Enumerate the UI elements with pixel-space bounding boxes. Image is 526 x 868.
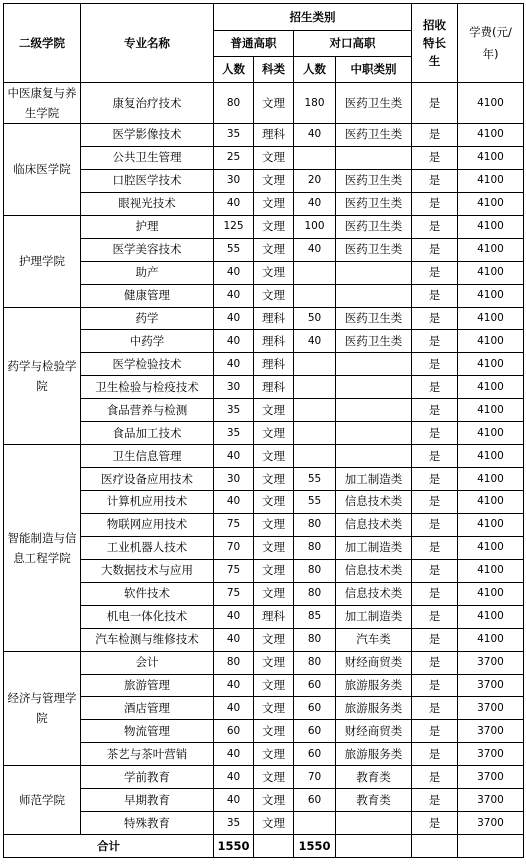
general-subject-cell: 理科	[254, 353, 294, 376]
specialty-cell: 是	[412, 491, 458, 514]
vocational-count-cell: 60	[294, 674, 336, 697]
specialty-cell: 是	[412, 743, 458, 766]
vocational-category-cell	[336, 445, 412, 468]
vocational-count-cell: 180	[294, 83, 336, 124]
major-cell: 卫生信息管理	[81, 445, 214, 468]
vocational-category-cell: 医药卫生类	[336, 83, 412, 124]
vocational-count-cell: 60	[294, 697, 336, 720]
major-cell: 机电一体化技术	[81, 605, 214, 628]
fee-cell: 4100	[458, 238, 524, 261]
specialty-cell: 是	[412, 330, 458, 353]
major-cell: 早期教育	[81, 789, 214, 812]
vocational-category-cell	[336, 353, 412, 376]
table-row	[4, 238, 524, 261]
major-cell: 卫生检验与检疫技术	[81, 376, 214, 399]
header-enroll-type: 招生类别	[214, 4, 412, 31]
header-specialty-text: 招收特长生	[423, 18, 446, 68]
specialty-cell: 是	[412, 307, 458, 330]
general-count-cell: 40	[214, 697, 254, 720]
vocational-category-cell: 医药卫生类	[336, 238, 412, 261]
table-row	[4, 284, 524, 307]
vocational-count-cell: 80	[294, 582, 336, 605]
vocational-category-cell: 加工制造类	[336, 605, 412, 628]
major-cell: 康复治疗技术	[81, 83, 214, 124]
general-count-cell: 35	[214, 399, 254, 422]
general-subject-cell: 文理	[254, 491, 294, 514]
specialty-cell: 是	[412, 445, 458, 468]
vocational-category-cell	[336, 422, 412, 445]
vocational-count-cell: 100	[294, 215, 336, 238]
fee-cell: 4100	[458, 284, 524, 307]
vocational-count-cell: 20	[294, 169, 336, 192]
table-row	[4, 559, 524, 582]
major-cell: 护理	[81, 215, 214, 238]
vocational-count-cell: 60	[294, 720, 336, 743]
table-row	[4, 605, 524, 628]
fee-cell: 4100	[458, 124, 524, 147]
general-count-cell: 40	[214, 789, 254, 812]
general-subject-cell: 文理	[254, 83, 294, 124]
general-count-cell: 40	[214, 330, 254, 353]
fee-cell: 4100	[458, 559, 524, 582]
header-major: 专业名称	[81, 4, 214, 83]
major-cell: 医学影像技术	[81, 124, 214, 147]
vocational-count-cell	[294, 146, 336, 169]
total-empty	[458, 835, 524, 858]
specialty-cell: 是	[412, 422, 458, 445]
major-cell: 软件技术	[81, 582, 214, 605]
general-subject-cell: 文理	[254, 628, 294, 651]
fee-cell: 4100	[458, 491, 524, 514]
college-name: 经济与管理学院	[7, 691, 77, 726]
vocational-count-cell: 80	[294, 651, 336, 674]
general-count-cell: 30	[214, 468, 254, 491]
header-fee	[458, 4, 524, 83]
college-cell	[4, 766, 81, 835]
vocational-category-cell: 汽车类	[336, 628, 412, 651]
vocational-count-cell: 55	[294, 468, 336, 491]
fee-cell: 4100	[458, 169, 524, 192]
fee-cell: 4100	[458, 146, 524, 169]
fee-cell: 4100	[458, 513, 524, 536]
total-row	[4, 835, 524, 858]
general-subject-cell: 理科	[254, 605, 294, 628]
major-cell: 公共卫生管理	[81, 146, 214, 169]
college-name: 智能制造与信息工程学院	[7, 530, 77, 565]
vocational-category-cell: 教育类	[336, 789, 412, 812]
major-cell: 中药学	[81, 330, 214, 353]
general-subject-cell: 文理	[254, 536, 294, 559]
fee-cell: 4100	[458, 445, 524, 468]
general-count-cell: 40	[214, 766, 254, 789]
table-row	[4, 192, 524, 215]
table-row	[4, 261, 524, 284]
major-cell: 药学	[81, 307, 214, 330]
general-subject-cell: 文理	[254, 812, 294, 835]
fee-cell: 3700	[458, 674, 524, 697]
table-row	[4, 422, 524, 445]
vocational-count-cell	[294, 284, 336, 307]
vocational-category-cell: 教育类	[336, 766, 412, 789]
major-cell: 食品加工技术	[81, 422, 214, 445]
vocational-category-cell: 医药卫生类	[336, 307, 412, 330]
fee-cell: 3700	[458, 720, 524, 743]
general-subject-cell: 理科	[254, 124, 294, 147]
major-cell: 汽车检测与维修技术	[81, 628, 214, 651]
specialty-cell: 是	[412, 376, 458, 399]
vocational-category-cell: 旅游服务类	[336, 743, 412, 766]
vocational-category-cell	[336, 261, 412, 284]
table-row	[4, 169, 524, 192]
general-count-cell: 30	[214, 169, 254, 192]
vocational-count-cell: 80	[294, 628, 336, 651]
general-subject-cell: 理科	[254, 307, 294, 330]
vocational-category-cell: 财经商贸类	[336, 651, 412, 674]
header-vocational-category: 中职类别	[336, 57, 412, 83]
major-cell: 计算机应用技术	[81, 491, 214, 514]
college-cell	[4, 215, 81, 307]
total-empty	[336, 835, 412, 858]
general-subject-cell: 文理	[254, 697, 294, 720]
general-count-cell: 80	[214, 83, 254, 124]
general-count-cell: 40	[214, 605, 254, 628]
general-subject-cell: 文理	[254, 445, 294, 468]
fee-cell: 3700	[458, 743, 524, 766]
table-header	[4, 4, 524, 83]
table-row	[4, 513, 524, 536]
fee-cell: 3700	[458, 651, 524, 674]
specialty-cell: 是	[412, 169, 458, 192]
table-row	[4, 582, 524, 605]
enrollment-plan-table-wrapper	[3, 3, 524, 858]
table-row	[4, 353, 524, 376]
fee-cell: 3700	[458, 789, 524, 812]
vocational-count-cell	[294, 812, 336, 835]
vocational-count-cell: 60	[294, 789, 336, 812]
college-name: 师范学院	[19, 793, 65, 808]
vocational-count-cell: 80	[294, 559, 336, 582]
vocational-count-cell: 60	[294, 743, 336, 766]
specialty-cell: 是	[412, 766, 458, 789]
general-count-cell: 75	[214, 559, 254, 582]
specialty-cell: 是	[412, 789, 458, 812]
specialty-cell: 是	[412, 192, 458, 215]
header-fee-text: 学费(元/年)	[469, 25, 512, 61]
vocational-category-cell: 信息技术类	[336, 513, 412, 536]
vocational-count-cell: 80	[294, 513, 336, 536]
table-row	[4, 697, 524, 720]
specialty-cell: 是	[412, 399, 458, 422]
specialty-cell: 是	[412, 720, 458, 743]
general-count-cell: 125	[214, 215, 254, 238]
vocational-category-cell: 信息技术类	[336, 491, 412, 514]
fee-cell: 4100	[458, 582, 524, 605]
specialty-cell: 是	[412, 674, 458, 697]
general-subject-cell: 文理	[254, 766, 294, 789]
major-cell: 口腔医学技术	[81, 169, 214, 192]
fee-cell: 4100	[458, 628, 524, 651]
vocational-category-cell	[336, 399, 412, 422]
specialty-cell: 是	[412, 284, 458, 307]
college-name: 临床医学院	[13, 162, 71, 177]
specialty-cell: 是	[412, 536, 458, 559]
specialty-cell: 是	[412, 697, 458, 720]
fee-cell: 4100	[458, 330, 524, 353]
major-cell: 会计	[81, 651, 214, 674]
general-subject-cell: 文理	[254, 146, 294, 169]
table-row	[4, 146, 524, 169]
major-cell: 医学检验技术	[81, 353, 214, 376]
total-general: 1550	[214, 835, 254, 858]
specialty-cell: 是	[412, 83, 458, 124]
college-cell	[4, 651, 81, 766]
table-row	[4, 743, 524, 766]
major-cell: 健康管理	[81, 284, 214, 307]
general-count-cell: 40	[214, 307, 254, 330]
vocational-category-cell	[336, 146, 412, 169]
table-row	[4, 83, 524, 124]
table-row	[4, 124, 524, 147]
general-subject-cell: 文理	[254, 789, 294, 812]
general-count-cell: 40	[214, 491, 254, 514]
table-row	[4, 468, 524, 491]
header-specialty	[412, 4, 458, 83]
total-empty	[254, 835, 294, 858]
table-row	[4, 674, 524, 697]
major-cell: 助产	[81, 261, 214, 284]
general-subject-cell: 文理	[254, 215, 294, 238]
vocational-category-cell	[336, 812, 412, 835]
general-count-cell: 35	[214, 422, 254, 445]
general-subject-cell: 文理	[254, 582, 294, 605]
general-subject-cell: 文理	[254, 422, 294, 445]
enrollment-plan-table	[3, 3, 524, 858]
header-vocational-count: 人数	[294, 57, 336, 83]
fee-cell: 4100	[458, 422, 524, 445]
fee-cell: 4100	[458, 399, 524, 422]
vocational-category-cell	[336, 284, 412, 307]
vocational-category-cell: 加工制造类	[336, 536, 412, 559]
general-subject-cell: 文理	[254, 559, 294, 582]
general-count-cell: 80	[214, 651, 254, 674]
vocational-count-cell: 85	[294, 605, 336, 628]
general-subject-cell: 文理	[254, 399, 294, 422]
major-cell: 物联网应用技术	[81, 513, 214, 536]
general-count-cell: 40	[214, 261, 254, 284]
table-row	[4, 651, 524, 674]
vocational-category-cell: 医药卫生类	[336, 215, 412, 238]
vocational-count-cell: 40	[294, 192, 336, 215]
total-empty	[412, 835, 458, 858]
general-count-cell: 70	[214, 536, 254, 559]
table-footer	[4, 835, 524, 858]
general-count-cell: 55	[214, 238, 254, 261]
general-count-cell: 40	[214, 445, 254, 468]
general-count-cell: 40	[214, 192, 254, 215]
general-subject-cell: 文理	[254, 651, 294, 674]
vocational-count-cell: 70	[294, 766, 336, 789]
general-count-cell: 60	[214, 720, 254, 743]
specialty-cell: 是	[412, 582, 458, 605]
college-name: 药学与检验学院	[7, 358, 77, 393]
vocational-category-cell: 旅游服务类	[336, 697, 412, 720]
general-subject-cell: 理科	[254, 376, 294, 399]
fee-cell: 4100	[458, 192, 524, 215]
vocational-count-cell	[294, 422, 336, 445]
general-subject-cell: 文理	[254, 513, 294, 536]
vocational-category-cell: 财经商贸类	[336, 720, 412, 743]
fee-cell: 4100	[458, 536, 524, 559]
fee-cell: 4100	[458, 376, 524, 399]
major-cell: 医学美容技术	[81, 238, 214, 261]
fee-cell: 4100	[458, 605, 524, 628]
fee-cell: 4100	[458, 83, 524, 124]
general-count-cell: 40	[214, 284, 254, 307]
specialty-cell: 是	[412, 628, 458, 651]
major-cell: 学前教育	[81, 766, 214, 789]
fee-cell: 3700	[458, 766, 524, 789]
table-row	[4, 445, 524, 468]
general-subject-cell: 文理	[254, 169, 294, 192]
college-name: 中医康复与养生学院	[7, 86, 77, 120]
vocational-count-cell: 80	[294, 536, 336, 559]
specialty-cell: 是	[412, 468, 458, 491]
major-cell: 眼视光技术	[81, 192, 214, 215]
major-cell: 大数据技术与应用	[81, 559, 214, 582]
general-count-cell: 30	[214, 376, 254, 399]
vocational-category-cell: 医药卫生类	[336, 169, 412, 192]
fee-cell: 4100	[458, 353, 524, 376]
table-row	[4, 215, 524, 238]
general-subject-cell: 文理	[254, 743, 294, 766]
vocational-count-cell	[294, 399, 336, 422]
table-body	[4, 83, 524, 835]
table-row	[4, 789, 524, 812]
table-row	[4, 628, 524, 651]
specialty-cell: 是	[412, 353, 458, 376]
fee-cell: 4100	[458, 468, 524, 491]
table-row	[4, 491, 524, 514]
vocational-category-cell	[336, 376, 412, 399]
table-row	[4, 766, 524, 789]
table-row	[4, 376, 524, 399]
vocational-category-cell: 加工制造类	[336, 468, 412, 491]
major-cell: 旅游管理	[81, 674, 214, 697]
major-cell: 酒店管理	[81, 697, 214, 720]
general-subject-cell: 文理	[254, 238, 294, 261]
specialty-cell: 是	[412, 812, 458, 835]
general-count-cell: 35	[214, 124, 254, 147]
general-subject-cell: 文理	[254, 720, 294, 743]
vocational-category-cell: 信息技术类	[336, 559, 412, 582]
table-row	[4, 399, 524, 422]
general-count-cell: 40	[214, 674, 254, 697]
general-count-cell: 40	[214, 628, 254, 651]
specialty-cell: 是	[412, 605, 458, 628]
vocational-count-cell	[294, 353, 336, 376]
table-row	[4, 536, 524, 559]
general-subject-cell: 理科	[254, 330, 294, 353]
table-row	[4, 720, 524, 743]
college-name: 护理学院	[19, 254, 65, 269]
vocational-count-cell	[294, 261, 336, 284]
vocational-category-cell: 信息技术类	[336, 582, 412, 605]
general-count-cell: 75	[214, 513, 254, 536]
major-cell: 物流管理	[81, 720, 214, 743]
general-count-cell: 40	[214, 353, 254, 376]
major-cell: 工业机器人技术	[81, 536, 214, 559]
major-cell: 茶艺与茶叶营销	[81, 743, 214, 766]
specialty-cell: 是	[412, 261, 458, 284]
college-cell	[4, 124, 81, 216]
vocational-count-cell: 55	[294, 491, 336, 514]
major-cell: 特殊教育	[81, 812, 214, 835]
header-general: 普通高职	[214, 31, 294, 57]
major-cell: 医疗设备应用技术	[81, 468, 214, 491]
table-row	[4, 812, 524, 835]
vocational-category-cell: 旅游服务类	[336, 674, 412, 697]
general-subject-cell: 文理	[254, 468, 294, 491]
fee-cell: 3700	[458, 697, 524, 720]
specialty-cell: 是	[412, 559, 458, 582]
general-subject-cell: 文理	[254, 674, 294, 697]
header-college: 二级学院	[4, 4, 81, 83]
general-count-cell: 75	[214, 582, 254, 605]
specialty-cell: 是	[412, 124, 458, 147]
vocational-count-cell: 40	[294, 330, 336, 353]
major-cell: 食品营养与检测	[81, 399, 214, 422]
fee-cell: 4100	[458, 215, 524, 238]
specialty-cell: 是	[412, 146, 458, 169]
fee-cell: 3700	[458, 812, 524, 835]
vocational-count-cell	[294, 445, 336, 468]
vocational-count-cell: 40	[294, 124, 336, 147]
specialty-cell: 是	[412, 651, 458, 674]
specialty-cell: 是	[412, 215, 458, 238]
table-row	[4, 330, 524, 353]
fee-cell: 4100	[458, 307, 524, 330]
vocational-count-cell: 50	[294, 307, 336, 330]
college-cell	[4, 83, 81, 124]
vocational-category-cell: 医药卫生类	[336, 192, 412, 215]
table-row	[4, 307, 524, 330]
header-vocational: 对口高职	[294, 31, 412, 57]
general-count-cell: 25	[214, 146, 254, 169]
general-count-cell: 40	[214, 743, 254, 766]
general-count-cell: 35	[214, 812, 254, 835]
general-subject-cell: 文理	[254, 261, 294, 284]
specialty-cell: 是	[412, 238, 458, 261]
header-general-count: 人数	[214, 57, 254, 83]
college-cell	[4, 445, 81, 651]
header-general-subject: 科类	[254, 57, 294, 83]
specialty-cell: 是	[412, 513, 458, 536]
fee-cell: 4100	[458, 261, 524, 284]
general-subject-cell: 文理	[254, 192, 294, 215]
vocational-count-cell	[294, 376, 336, 399]
college-cell	[4, 307, 81, 445]
general-subject-cell: 文理	[254, 284, 294, 307]
vocational-category-cell: 医药卫生类	[336, 330, 412, 353]
total-vocational: 1550	[294, 835, 336, 858]
total-label: 合计	[4, 835, 214, 858]
vocational-category-cell: 医药卫生类	[336, 124, 412, 147]
vocational-count-cell: 40	[294, 238, 336, 261]
